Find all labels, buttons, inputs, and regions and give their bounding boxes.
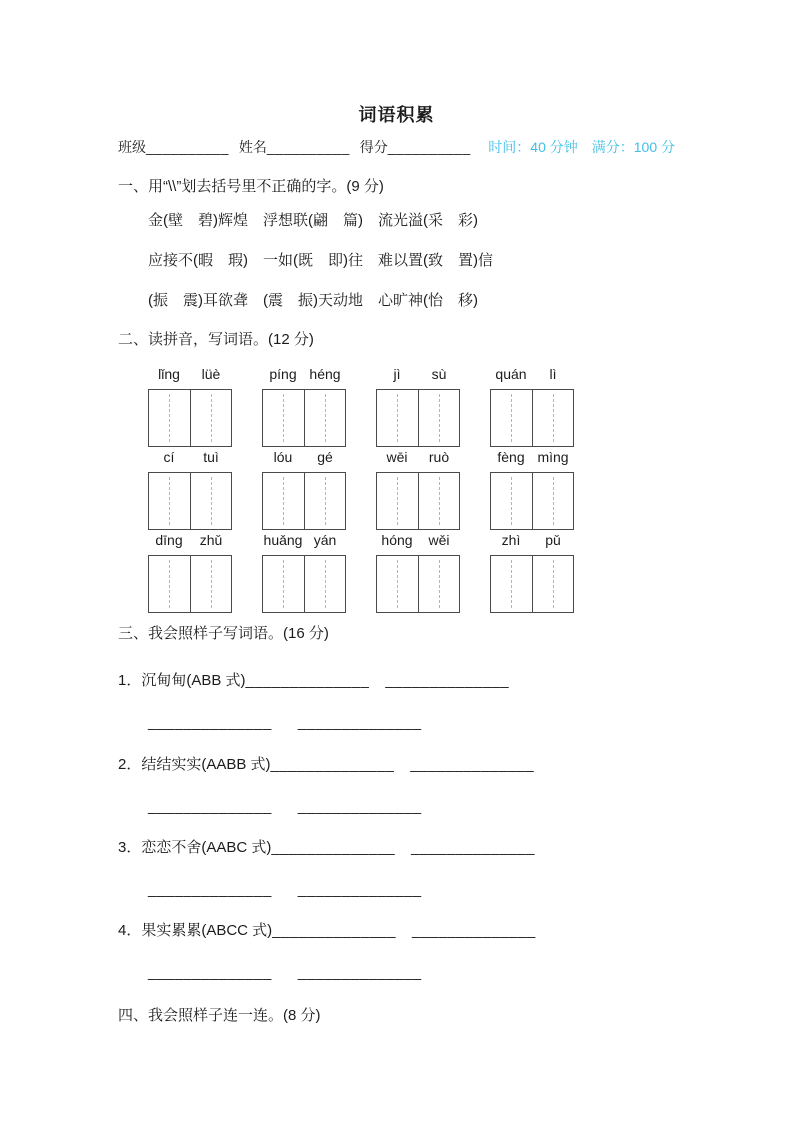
word-group: [376, 532, 460, 613]
time-score-note: 时间：40 分钟 满分：100 分: [488, 139, 675, 155]
writing-cells: [490, 389, 574, 447]
word-group: [490, 532, 574, 613]
answer-blank: ______________: [385, 672, 510, 689]
writing-cell: [490, 555, 533, 613]
pinyin-labels: [490, 366, 574, 384]
writing-cells: [262, 555, 346, 613]
pinyin-syllable: mìng: [537, 449, 569, 465]
pinyin-syllable: dīng: [155, 532, 183, 548]
pinyin-syllable: pǔ: [545, 532, 561, 548]
pinyin-labels: [490, 449, 574, 467]
answer-blank: ______________: [148, 798, 272, 815]
word-group: [262, 366, 346, 447]
writing-cell: [376, 555, 419, 613]
answer-blank: ______________: [297, 881, 422, 898]
pinyin-labels: [376, 449, 460, 467]
class-blank: __________: [146, 139, 229, 155]
item-2-label: 2．结结实实(AABB 式): [118, 756, 271, 773]
writing-cell: [419, 472, 461, 530]
answer-blank: ______________: [411, 922, 536, 939]
writing-cell: [419, 555, 461, 613]
writing-cells: [376, 472, 460, 530]
answer-blank: ______________: [271, 839, 396, 856]
answer-blank: ______________: [148, 714, 272, 731]
writing-cell: [262, 389, 305, 447]
item-1-extra-blanks: [148, 713, 422, 733]
writing-cell: [533, 472, 575, 530]
word-group: [148, 366, 232, 447]
section1-body: [148, 211, 493, 331]
pinyin-syllable: wēi: [386, 449, 408, 465]
class-label: 班级: [118, 139, 146, 155]
item-4-line: [118, 921, 536, 941]
writing-cell: [191, 555, 233, 613]
writing-cell: [533, 389, 575, 447]
name-blank: __________: [266, 139, 350, 155]
word-group: [262, 532, 346, 613]
pinyin-syllable: lǐng: [158, 366, 180, 382]
word-group: [148, 532, 232, 613]
pinyin-syllable: huǎng: [263, 532, 303, 548]
pinyin-row-2: [148, 449, 574, 530]
name-field: [239, 137, 350, 157]
pinyin-syllable: tuì: [203, 449, 219, 465]
pinyin-labels: [148, 449, 232, 467]
writing-cell: [376, 472, 419, 530]
pinyin-labels: [262, 449, 346, 467]
pinyin-syllable: píng: [269, 366, 297, 382]
writing-cells: [376, 389, 460, 447]
writing-cell: [262, 555, 305, 613]
answer-blank: ______________: [297, 798, 422, 815]
score-label: 得分: [359, 139, 388, 155]
pinyin-syllable: fèng: [497, 449, 525, 465]
writing-cell: [490, 389, 533, 447]
pinyin-syllable: wěi: [428, 532, 450, 548]
word-group: [490, 366, 574, 447]
pinyin-syllable: cí: [163, 449, 175, 465]
page-title: 词语积累: [358, 105, 435, 125]
score-field: [360, 137, 471, 157]
pinyin-syllable: ruò: [428, 449, 450, 465]
name-label: 姓名: [238, 139, 267, 155]
answer-blank: ______________: [410, 756, 535, 773]
item-4-label: 4．果实累累(ABCC 式): [118, 922, 273, 939]
writing-cell: [419, 389, 461, 447]
header-row: [118, 137, 675, 157]
item-3-extra-blanks: [148, 880, 422, 900]
answer-blank: ______________: [270, 756, 395, 773]
writing-cells: [262, 389, 346, 447]
item-2-line: [118, 755, 534, 775]
section3-heading: 三、我会照样子写词语。(16 分): [118, 625, 329, 642]
word-group: [148, 449, 232, 530]
pinyin-syllable: lüè: [201, 366, 221, 382]
answer-blank: ______________: [272, 922, 396, 939]
writing-cells: [376, 555, 460, 613]
writing-cells: [490, 472, 574, 530]
item-1-line: [118, 671, 509, 691]
writing-cells: [490, 555, 574, 613]
writing-cell: [191, 472, 233, 530]
writing-cell: [305, 389, 347, 447]
writing-cell: [148, 389, 191, 447]
writing-cells: [148, 472, 232, 530]
pinyin-syllable: jì: [393, 366, 401, 382]
pinyin-syllable: hóng: [381, 532, 413, 548]
pinyin-syllable: quán: [495, 366, 527, 382]
writing-cell: [148, 555, 191, 613]
writing-cell: [148, 472, 191, 530]
section2-heading: 二、读拼音，写词语。(12 分): [118, 331, 314, 348]
word-group: [262, 449, 346, 530]
writing-cell: [376, 389, 419, 447]
choice-line-2: 应接不(暇 瑕) 一如(既 即)往 难以置(致 置)信: [148, 252, 493, 269]
pinyin-syllable: zhì: [501, 532, 521, 548]
answer-blank: ______________: [297, 964, 422, 981]
writing-cell: [262, 472, 305, 530]
section4-heading: 四、我会照样子连一连。(8 分): [118, 1007, 321, 1024]
pinyin-labels: [148, 366, 232, 384]
item-3-line: [118, 838, 535, 858]
answer-blank: ______________: [148, 964, 272, 981]
word-group: [490, 449, 574, 530]
score-blank: __________: [387, 139, 471, 155]
pinyin-labels: [262, 532, 346, 550]
writing-cell: [305, 472, 347, 530]
pinyin-labels: [490, 532, 574, 550]
item-3-label: 3．恋恋不舍(AABC 式): [118, 839, 272, 856]
pinyin-labels: [262, 366, 346, 384]
answer-blank: ______________: [245, 672, 370, 689]
class-field: [118, 137, 229, 157]
word-group: [376, 449, 460, 530]
answer-blank: ______________: [148, 881, 272, 898]
choice-line-3: (振 震)耳欲聋 (震 振)天动地 心旷神(怡 移): [148, 292, 478, 309]
item-1-label: 1．沉甸甸(ABB 式): [118, 672, 246, 689]
choice-line-1: 金(壁 碧)辉煌 浮想联(翩 篇) 流光溢(采 彩): [148, 212, 478, 229]
item-2-extra-blanks: [148, 797, 422, 817]
writing-cell: [305, 555, 347, 613]
pinyin-syllable: yán: [313, 532, 337, 548]
pinyin-labels: [376, 532, 460, 550]
item-4-extra-blanks: [148, 963, 422, 983]
section1-heading: 一、用“\\”划去括号里不正确的字。(9 分): [118, 178, 384, 195]
writing-cell: [533, 555, 575, 613]
pinyin-syllable: sù: [431, 366, 447, 382]
pinyin-syllable: gé: [317, 449, 333, 465]
pinyin-syllable: lóu: [273, 449, 293, 465]
writing-cells: [262, 472, 346, 530]
writing-cell: [191, 389, 233, 447]
pinyin-syllable: zhǔ: [199, 532, 223, 548]
word-group: [376, 366, 460, 447]
pinyin-syllable: lì: [549, 366, 557, 382]
writing-cells: [148, 555, 232, 613]
pinyin-syllable: héng: [309, 366, 341, 382]
pinyin-labels: [376, 366, 460, 384]
pinyin-row-3: [148, 532, 574, 613]
writing-cell: [490, 472, 533, 530]
writing-cells: [148, 389, 232, 447]
pinyin-row-1: [148, 366, 574, 447]
answer-blank: ______________: [297, 714, 422, 731]
pinyin-labels: [148, 532, 232, 550]
answer-blank: ______________: [411, 839, 535, 856]
